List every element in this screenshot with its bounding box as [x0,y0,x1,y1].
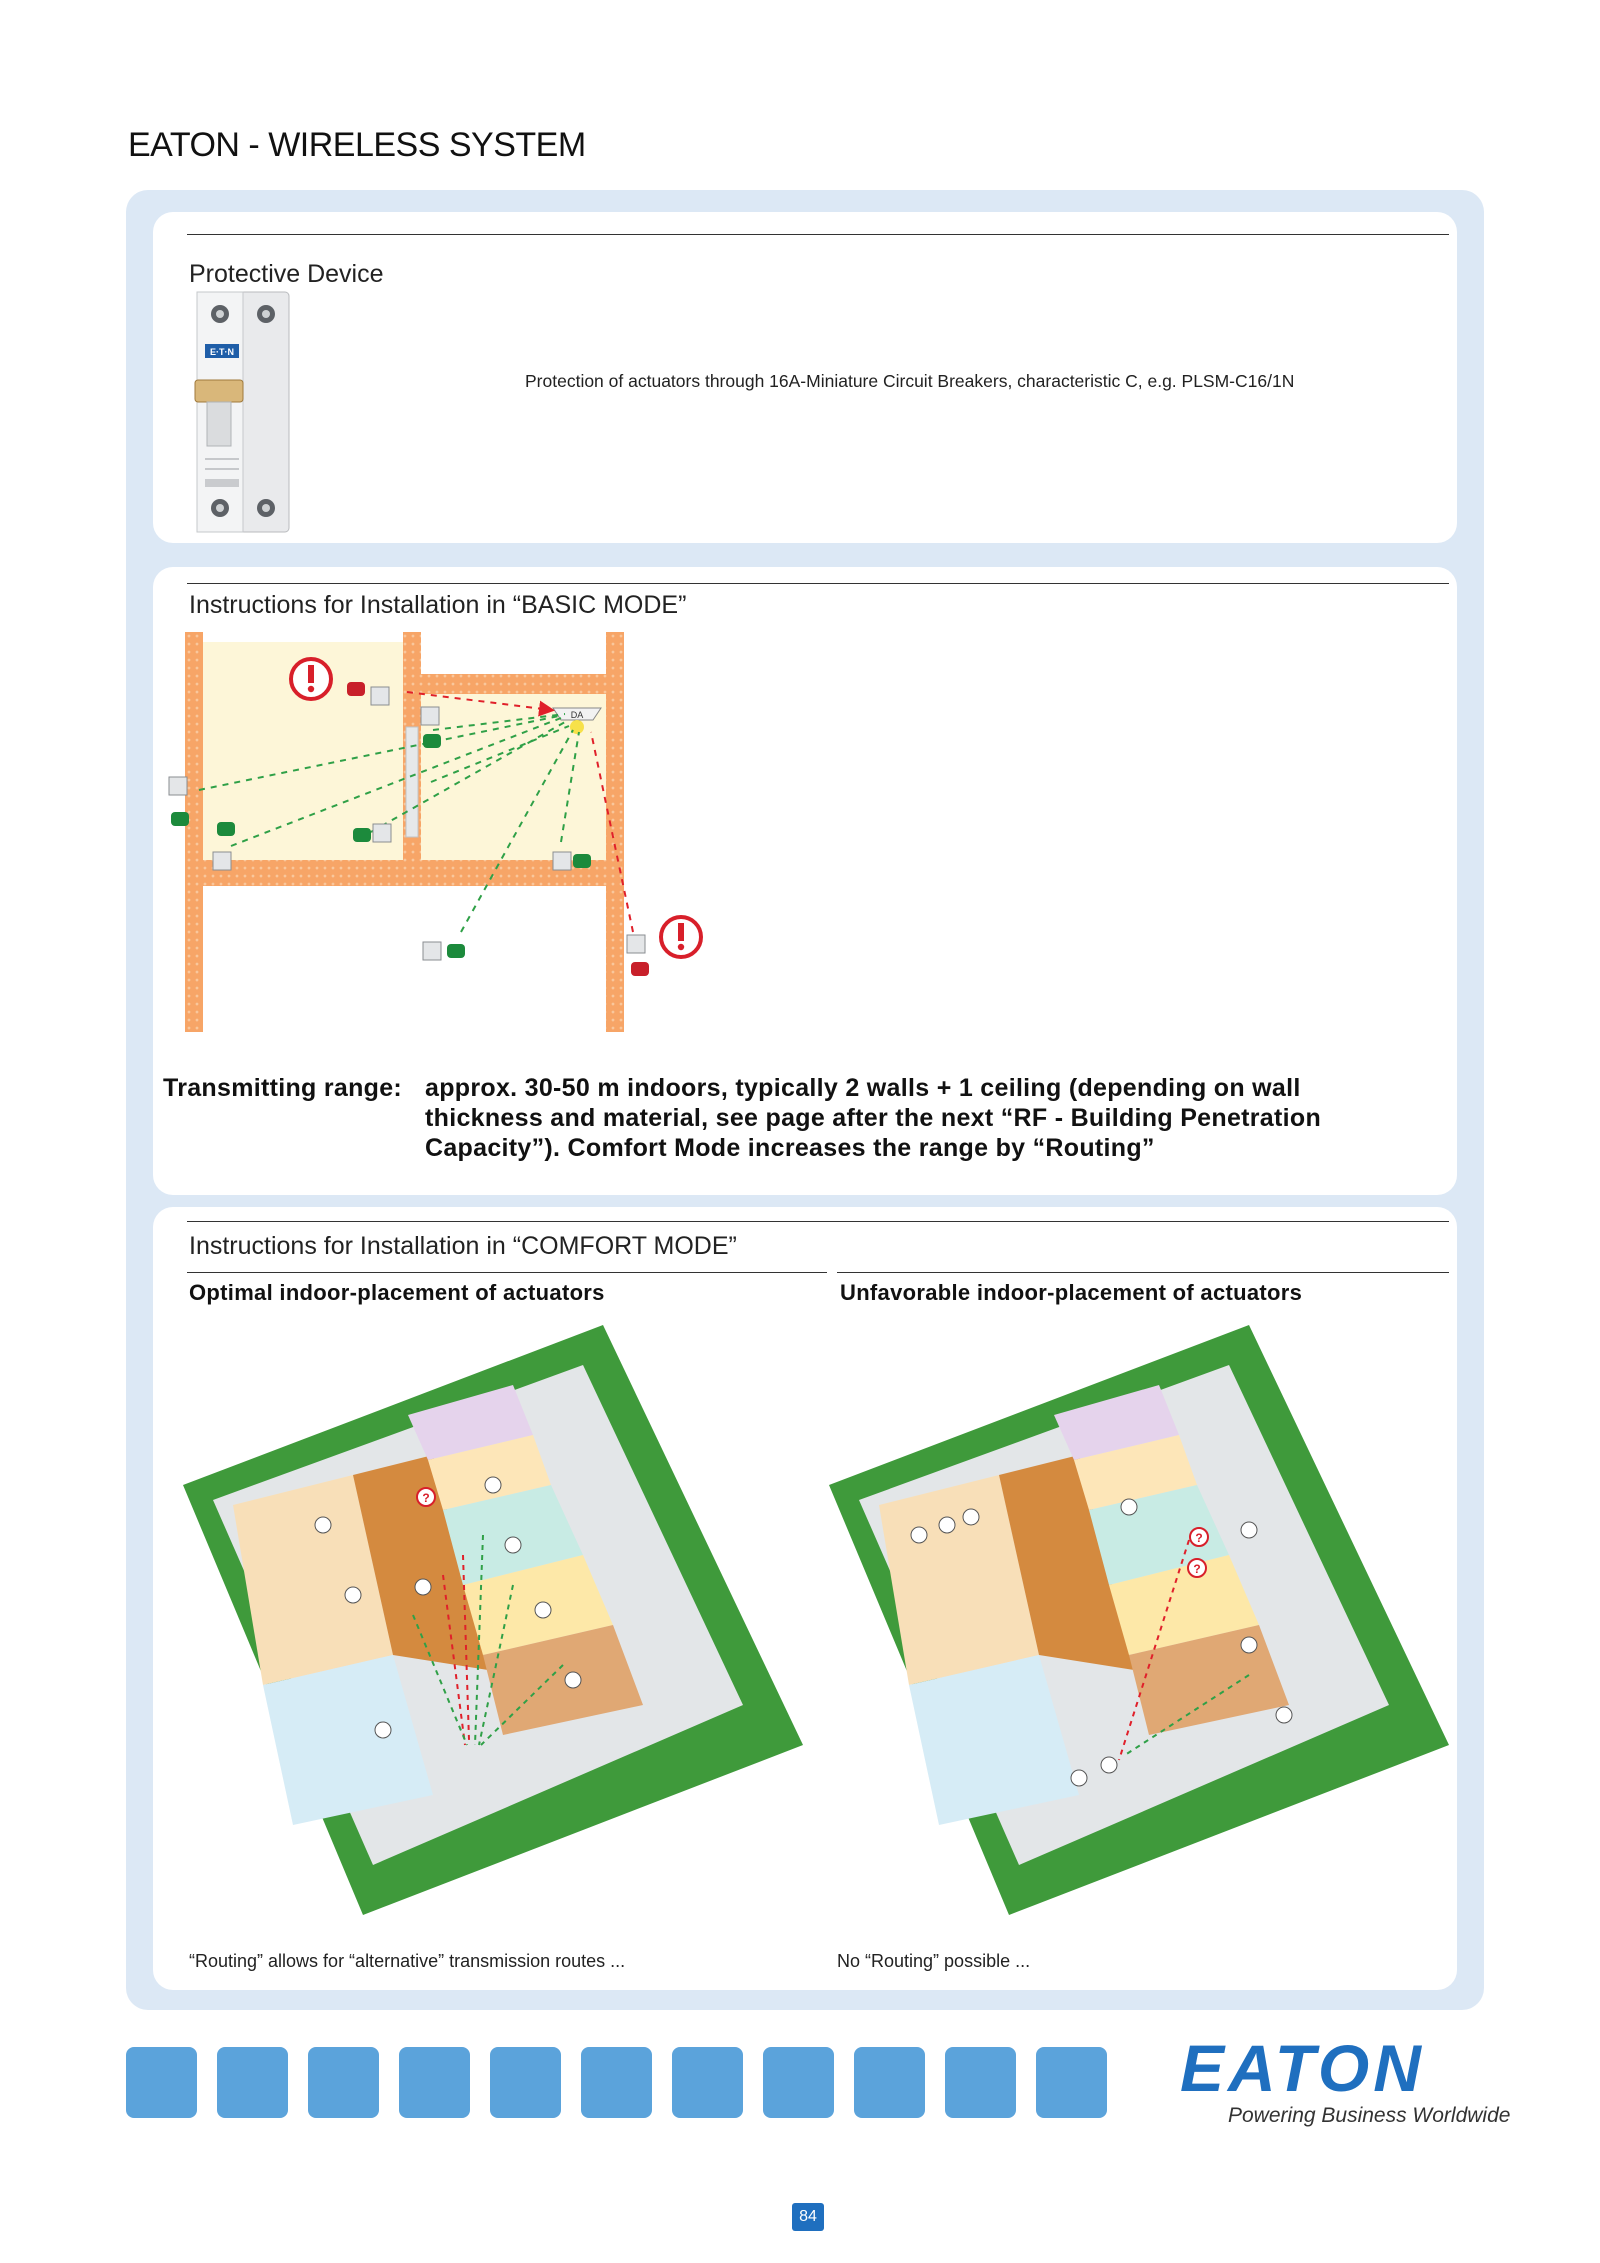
page-number: 84 [792,2203,824,2231]
content-panel [126,190,1484,2010]
nav-tab[interactable] [854,2047,925,2118]
basic-mode-diagram [161,632,1141,1032]
nav-tab[interactable] [1036,2047,1107,2118]
unfavorable-placement-diagram [829,1325,1449,1915]
range-label: Transmitting range: [163,1074,403,1102]
nav-tab[interactable] [217,2047,288,2118]
section-rule [187,234,1449,235]
page-title: EATON - WIRELESS SYSTEM [128,126,586,164]
right-subsection-rule [837,1272,1449,1273]
section-rule [187,583,1449,584]
basic-mode-card [153,567,1457,1195]
nav-tab[interactable] [126,2047,197,2118]
basic-mode-heading: Instructions for Installation in “BASIC MODE” [189,591,687,619]
svg-text:DA: DA [570,710,584,720]
optimal-placement-caption: “Routing” allows for “alternative” transmission routes ... [189,1951,626,1971]
optimal-placement-heading: Optimal indoor-placement of actuators [189,1280,605,1305]
svg-text:?: ? [1193,1562,1201,1576]
eaton-logo: EATON [1180,2031,1425,2105]
circuit-breaker-image [183,284,303,539]
section-rule [187,1221,1449,1222]
tagline: Powering Business Worldwide [1228,2104,1511,2127]
protective-device-card [153,212,1457,543]
range-text-line: approx. 30-50 m indoors, typically 2 walls + 1 ceiling (depending on wall [425,1074,1301,1102]
nav-tab[interactable] [945,2047,1016,2118]
protective-device-heading: Protective Device [189,260,384,288]
range-text-line: thickness and material, see page after the next “RF - Building Penetration [425,1104,1322,1132]
svg-text:?: ? [1195,1531,1203,1545]
optimal-placement-diagram [183,1325,803,1915]
protective-device-description: Protection of actuators through 16A-Miniature Circuit Breakers, characteristic C, e.g. PLSM-C16/1N [525,371,1295,391]
svg-text:?: ? [422,1491,430,1505]
nav-tab[interactable] [308,2047,379,2118]
range-text-line: Capacity”). Comfort Mode increases the range by “Routing” [425,1134,1155,1162]
nav-tab[interactable] [672,2047,743,2118]
unfavorable-placement-heading: Unfavorable indoor-placement of actuators [840,1280,1303,1305]
nav-tab[interactable] [399,2047,470,2118]
nav-tab[interactable] [490,2047,561,2118]
svg-text:E·T·N: E·T·N [210,347,234,357]
nav-tab[interactable] [581,2047,652,2118]
comfort-mode-card [153,1207,1457,1990]
comfort-mode-heading: Instructions for Installation in “COMFORT MODE” [189,1232,737,1260]
left-subsection-rule [187,1272,827,1273]
unfavorable-placement-caption: No “Routing” possible ... [837,1951,1031,1971]
nav-tab[interactable] [763,2047,834,2118]
